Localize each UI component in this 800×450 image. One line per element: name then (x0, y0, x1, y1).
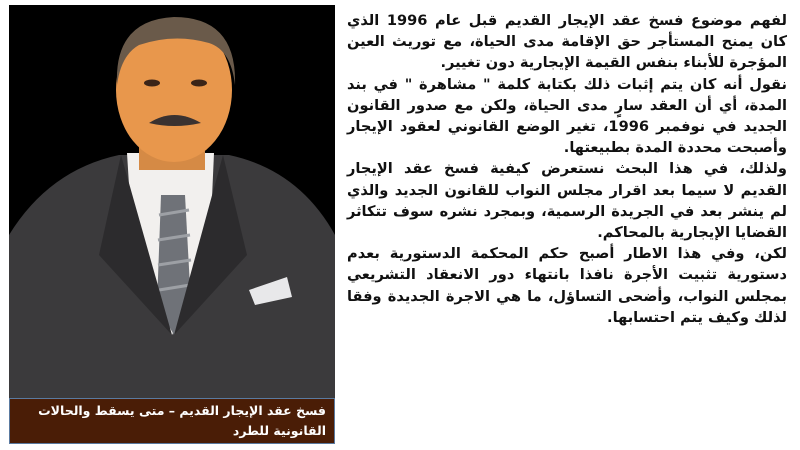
article-body (347, 10, 787, 328)
paragraph-intro: لفهم موضوع فسخ عقد الإيجار القديم قبل عام 1996 الذي كان يمنح المستأجر حق الإقامة مدى الحياة، مع توريث العين المؤجرة للأبناء بنفس القيمة الإيجارية دون تغيير. (347, 12, 787, 72)
paragraph-musharah: نقول أنه كان يتم إثبات ذلك بكتابة كلمة " مشاهرة " في بند المدة، أي أن العقد سارٍ مدى الحياة، ولكن مع صدور القانون الجديد في نوفمبر 1996، تغير الوضع القانوني لعقود الإيجار وأصبحت محددة المدة بطبيعتها. (347, 75, 787, 157)
paragraph-constitutional-ruling: لكن، وفي هذا الاطار أصبح حكم المحكمة الدستورية بعدم دستورية تثبيت الأجرة نافذا بانتهاء دور الانعقاد التشريعي بمجلس النواب، وأضحى التساؤل، ما هي الاجرة الجديدة وفقا لذلك وكيف يتم احتسابها. (347, 245, 787, 326)
portrait-illustration (9, 5, 335, 400)
author-photo (9, 5, 335, 400)
paragraph-research: ولذلك، في هذا البحث نستعرض كيفية فسخ عقد الإيجار القديم لا سيما بعد اقرار مجلس النواب للقانون الجديد والذي لم ينشر بعد في الجريدة الرسمية، وبمجرد نشره سوف تتكاثر القضايا الإيجارية بالمحاكم. (347, 160, 787, 242)
caption-text: فسخ عقد الإيجار القديم – متى يسقط والحالات القانونية للطرد (38, 403, 326, 438)
photo-caption (9, 398, 335, 444)
